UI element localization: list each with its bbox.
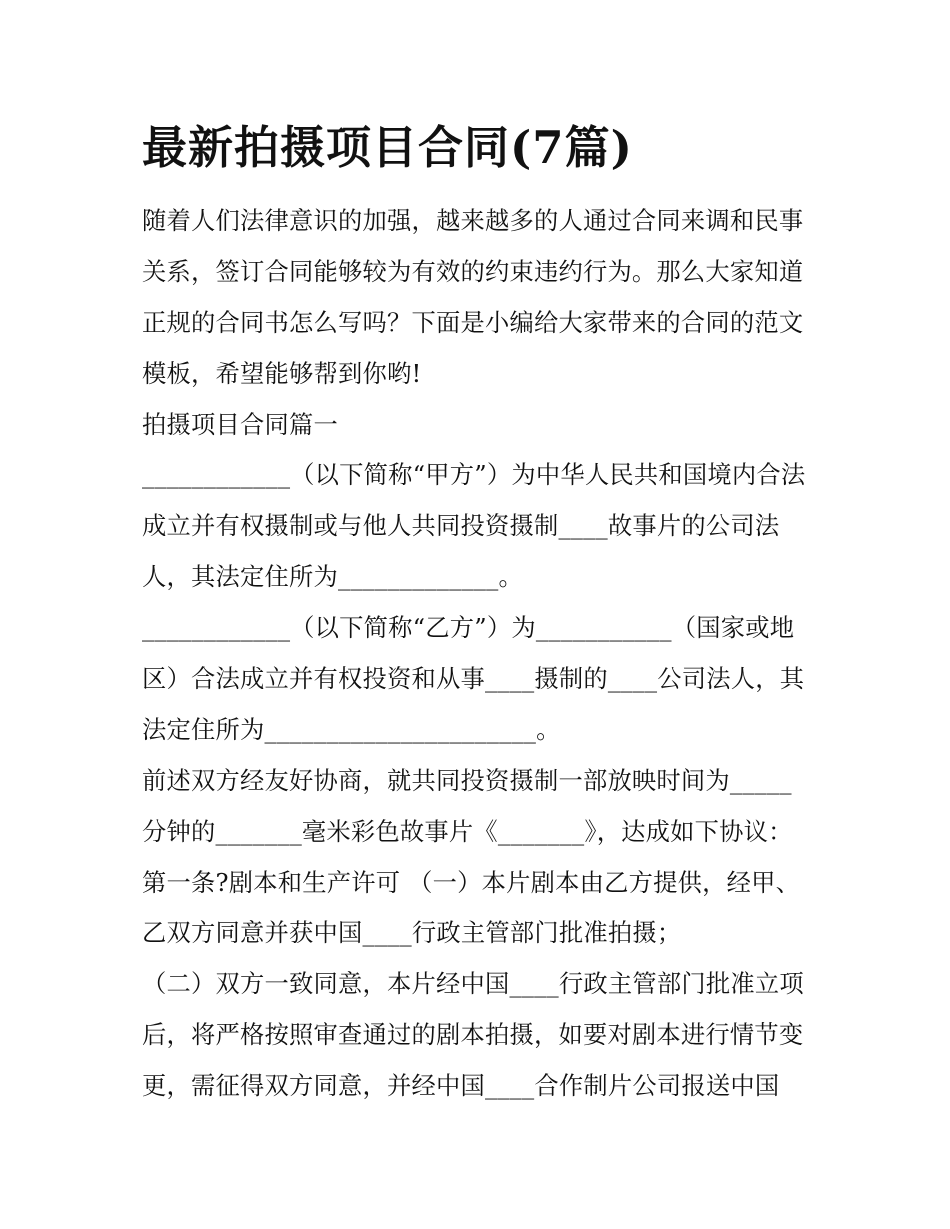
text-line: 分钟的_______毫米彩色故事片《_______》，达成如下协议： [142, 816, 793, 846]
text-line: （二）双方一致同意，本片经中国____行政主管部门批准立项 [142, 969, 804, 999]
text-line: 关系，签订合同能够较为有效的约束违约行为。那么大家知道 [142, 256, 804, 286]
text-line: 法定住所为______________________。 [142, 714, 561, 744]
text-line: 模板，希望能够帮到你哟! [142, 358, 422, 388]
text-line: ____________（以下简称“甲方”）为中华人民共和国境内合法 [142, 460, 806, 490]
document-body [142, 196, 822, 1112]
text-line: ____________（以下简称“乙方”）为___________（国家或地 [142, 613, 795, 643]
text-line: 乙双方同意并获中国____行政主管部门批准拍摄； [142, 918, 682, 948]
text-line: 更，需征得双方同意，并经中国____合作制片公司报送中国 [142, 1071, 780, 1101]
document-title: 最新拍摄项目合同(7篇) [142, 121, 633, 174]
text-line: 随着人们法律意识的加强，越来越多的人通过合同来调和民事 [142, 206, 804, 235]
text-line: 后，将严格按照审查通过的剧本拍摄，如要对剧本进行情节变 [142, 1020, 804, 1050]
text-line: 成立并有权摄制或与他人共同投资摄制____故事片的公司法 [142, 511, 780, 541]
text-line: 区）合法成立并有权投资和从事____摄制的____公司法人，其 [142, 664, 805, 694]
text-line: 前述双方经友好协商，就共同投资摄制一部放映时间为_____ [142, 765, 792, 795]
section-heading: 拍摄项目合同篇一 [142, 409, 338, 439]
text-line: 正规的合同书怎么写吗？下面是小编给大家带来的合同的范文 [142, 307, 804, 337]
text-line: 第一条?剧本和生产许可 （一）本片剧本由乙方提供，经甲、 [142, 867, 801, 897]
text-line: 人，其法定住所为_____________。 [142, 562, 524, 592]
